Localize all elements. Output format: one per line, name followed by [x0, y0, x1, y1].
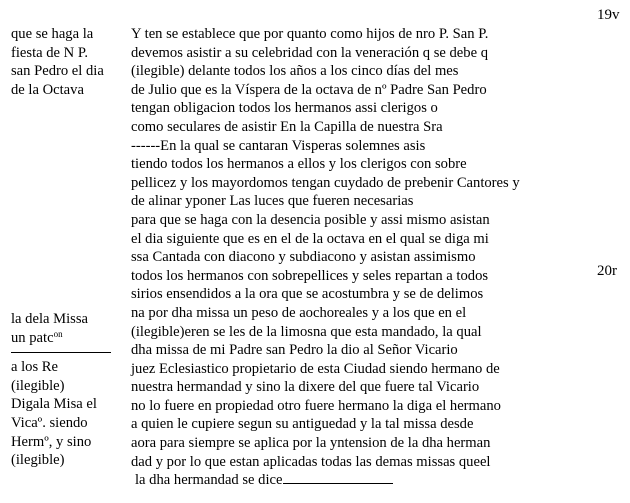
- main-text-block: [131, 25, 520, 490]
- body-text-line: aora para siempre se aplica por la yntension de la dha herman: [131, 435, 491, 452]
- margin-note-line: Vicaº. siendo: [11, 414, 88, 431]
- margin-divider-rule: [11, 352, 111, 353]
- closing-underline: [283, 471, 393, 484]
- body-text-line: de alinar yponer Las luces que fueren necesarias: [131, 193, 414, 210]
- body-text-line: tiendo todos los hermanos a ellos y los clerigos con sobre: [131, 156, 467, 173]
- body-text-line: juez Eclesiastico propietario de esta Ciudad siendo hermano de: [131, 360, 500, 377]
- body-text-line: no lo fuere en propiedad otro fuere hermano la diga el hermano: [131, 397, 501, 414]
- body-text-line: devemos asistir a su celebridad con la veneración q se debe q: [131, 44, 489, 61]
- margin-note-continuation: [11, 358, 129, 470]
- body-text-line: ssa Cantada con diacono y subdiacono y asistan assimismo: [131, 249, 476, 266]
- body-text-line: de Julio que es la Víspera de la octava de nº Padre San Pedro: [131, 81, 487, 98]
- folio-number-top: 19v: [597, 7, 620, 23]
- closing-line: [131, 471, 520, 490]
- margin-note-mass: [11, 310, 129, 470]
- margin-note-line: Digala Misa el: [11, 396, 97, 413]
- body-text-line: nuestra hermandad y sino la dixere del que fuere tal Vicario: [131, 379, 480, 396]
- body-text-line: como seculares de asistir En la Capilla de nuestra Sra: [131, 118, 443, 135]
- body-text-line: (ilegible) delante todos los años a los cinco días del mes: [131, 63, 459, 80]
- body-text-line: a quien le cupiere segun su antiguedad y la tal missa desde: [131, 416, 474, 433]
- margin-note-line: de la Octava: [11, 81, 84, 98]
- margin-note-line: la dela Missa: [11, 311, 89, 327]
- body-text-line: tengan obligacion todos los hermanos assi clerigos o: [131, 100, 438, 117]
- margin-note-line: fiesta de N P.: [11, 44, 89, 61]
- body-text-line: pellicez y los mayordomos tengan cuydado de prebenir Cantores y: [131, 174, 520, 191]
- body-text-line: Y ten se establece que por quanto como hijos de nro P. San P.: [131, 26, 489, 42]
- margin-note-feast: [11, 25, 129, 99]
- body-text-line: todos los hermanos con sobrepellices y seles repartan a todos: [131, 267, 489, 284]
- margin-note-line: (ilegible): [11, 452, 65, 469]
- body-text-line: sirios ensendidos a la ora que se acostumbra y se de delimos: [131, 286, 484, 303]
- closing-text: la dha hermandad se dice: [135, 472, 283, 489]
- body-text-line: (ilegible)eren se les de la limosna que esta mandado, la qual: [131, 323, 482, 340]
- body-text-line: el dia siguiente que es en el de la octava en el qual se diga mi: [131, 230, 489, 247]
- margin-note-line: Hermº, y sino: [11, 433, 92, 450]
- margin-note-line: a los Re: [11, 359, 59, 376]
- body-text-line: dha missa de mi Padre san Pedro la dio al Señor Vicario: [131, 342, 458, 359]
- margin-note-text: un patc: [11, 329, 54, 346]
- margin-note-line: (ilegible): [11, 377, 65, 394]
- margin-note-line: que se haga la: [11, 26, 94, 42]
- body-text-line: ------En la qual se cantaran Visperas solemnes asis: [131, 137, 426, 154]
- margin-note-line: san Pedro el dia: [11, 63, 104, 80]
- folio-number-middle: 20r: [597, 263, 617, 279]
- margin-note-line: [11, 329, 129, 348]
- body-text-line: para que se haga con la desencia posible y assi mismo asistan: [131, 211, 490, 228]
- body-text-line: dad y por lo que estan aplicadas todas las demas missas queel: [131, 453, 491, 470]
- superscript-abbreviation: on: [53, 328, 63, 339]
- body-text-line: na por dha missa un peso de aochoreales y a los que en el: [131, 304, 467, 321]
